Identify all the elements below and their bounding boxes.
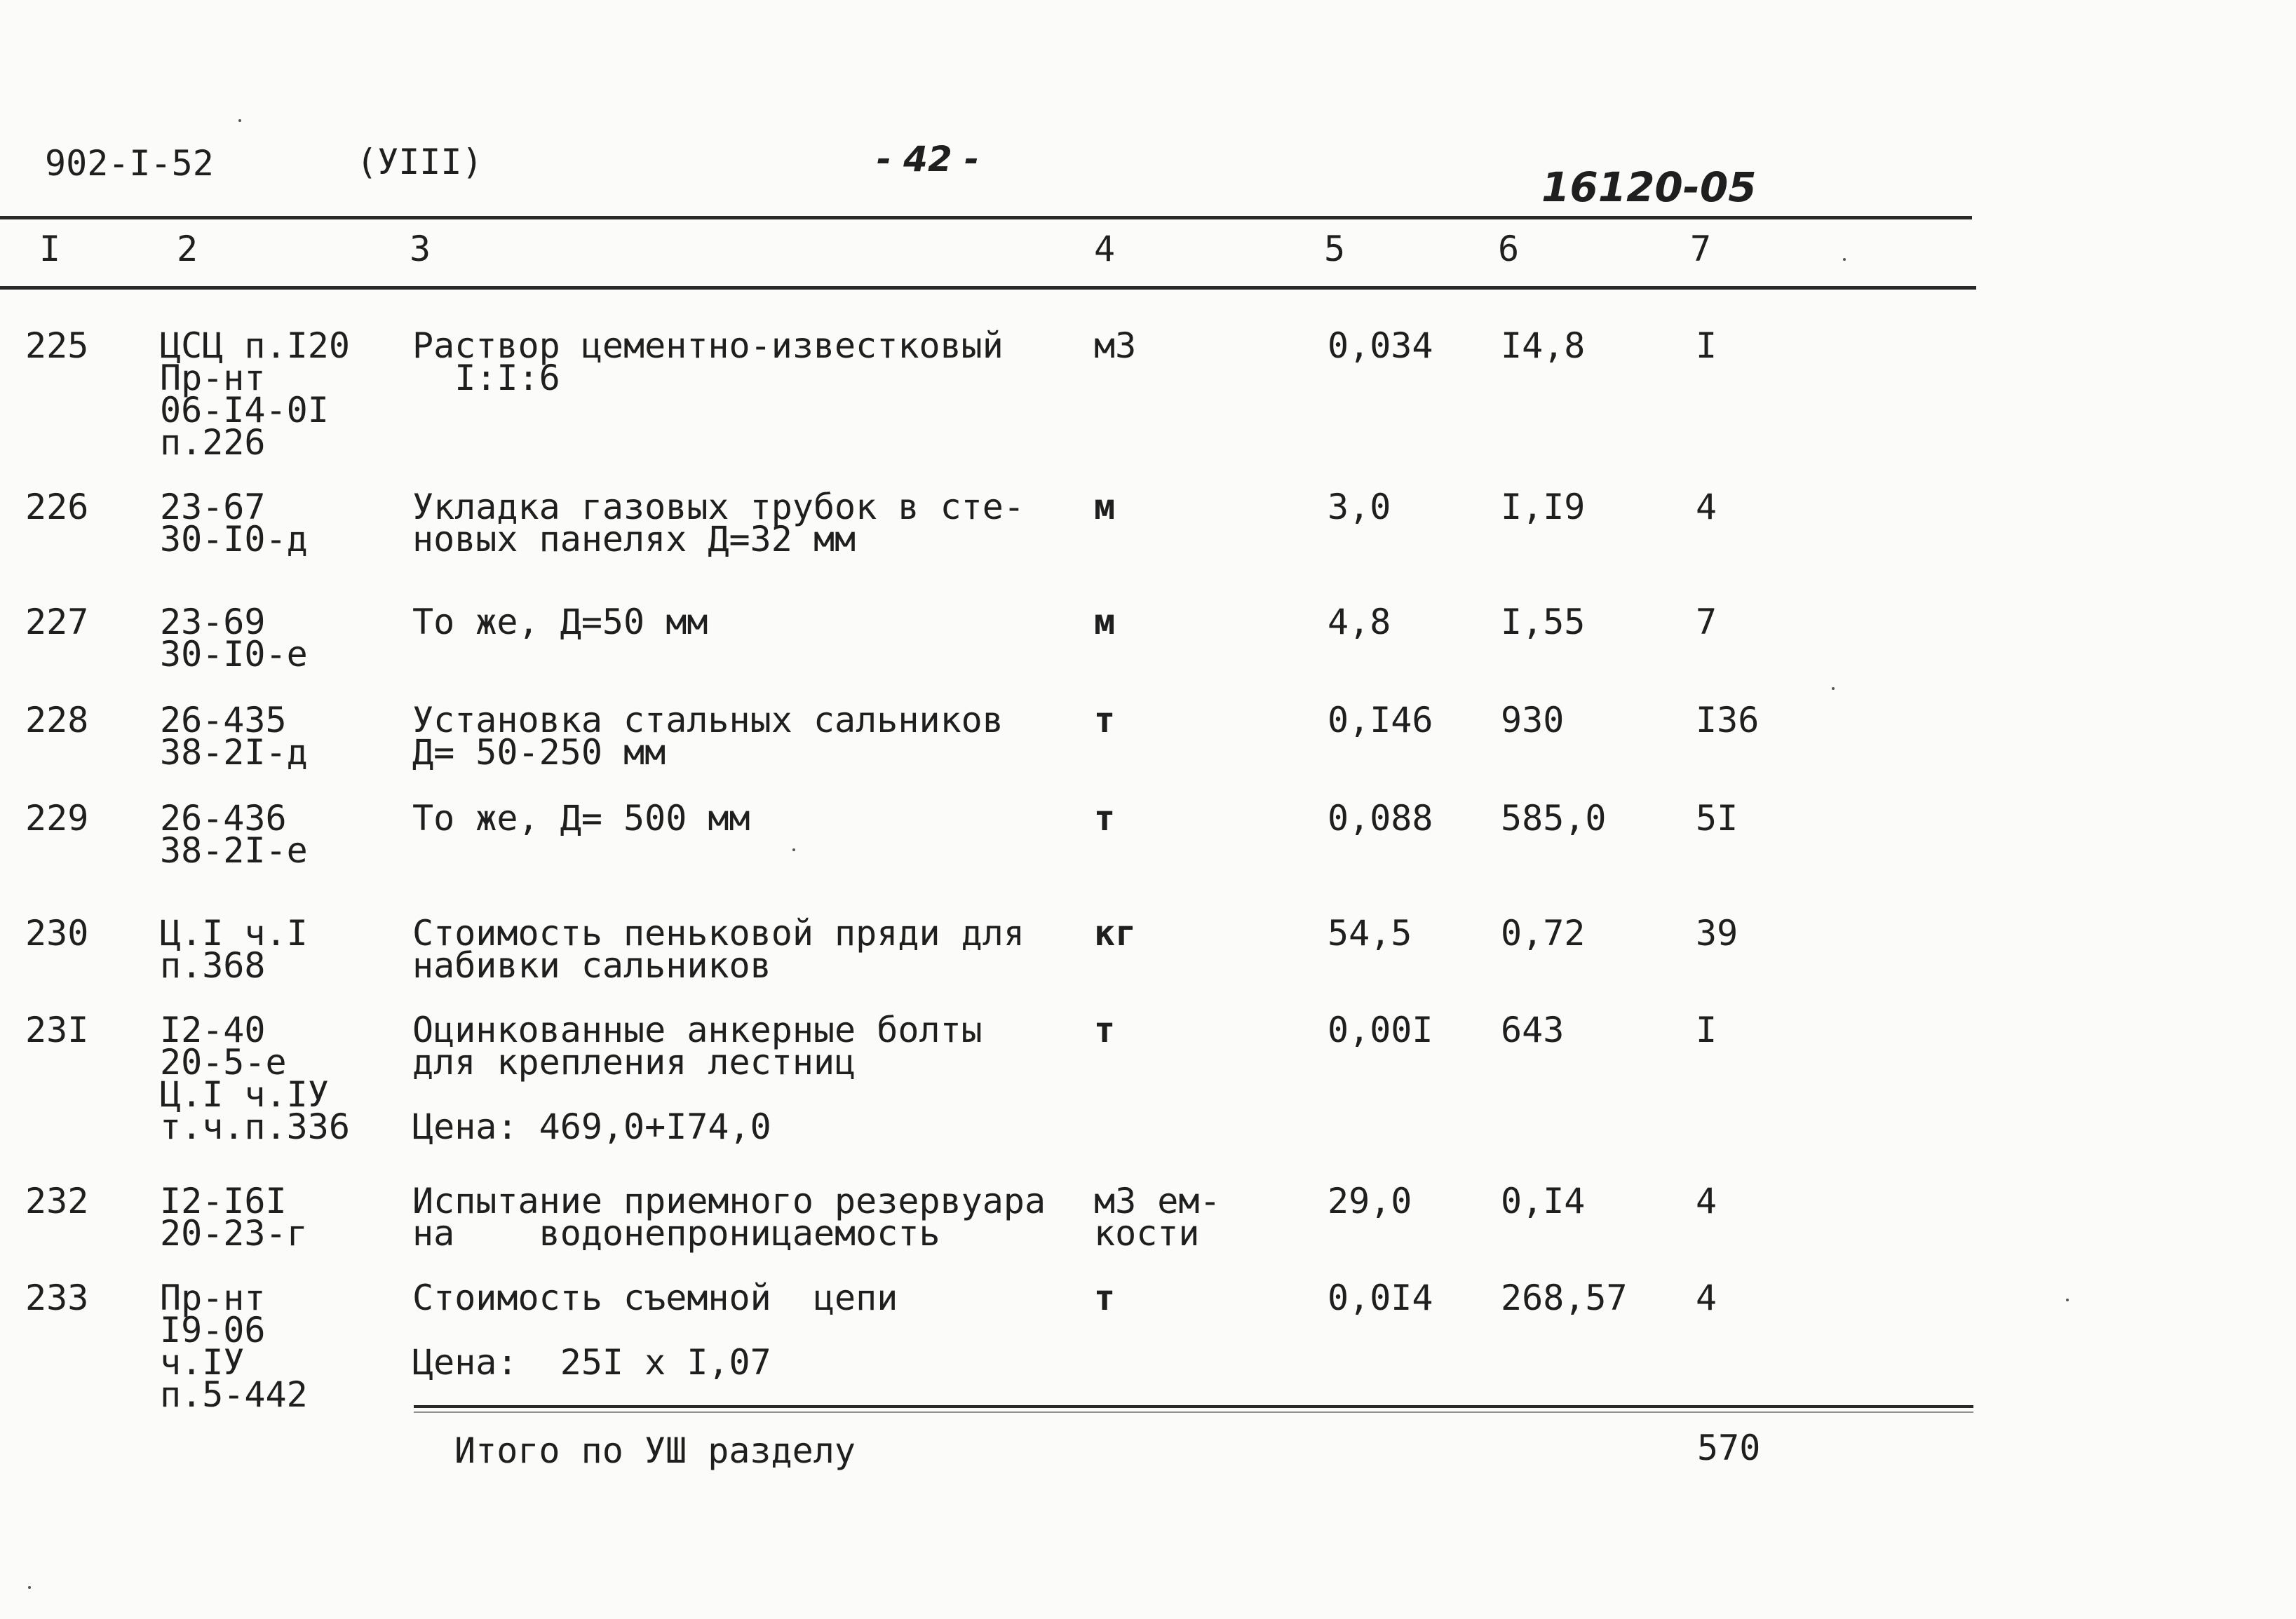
scan-speck	[238, 119, 241, 122]
scan-speck	[1843, 258, 1846, 261]
row-quantity: 0,I46	[1328, 700, 1433, 740]
row-description: То же, Д=50 мм	[412, 602, 708, 642]
row-number: 229	[25, 798, 89, 839]
row-number: 233	[25, 1278, 89, 1318]
row-number: 228	[25, 700, 89, 740]
row-reference: 23-67 30-I0-д	[160, 487, 308, 560]
row-unit: т	[1094, 1278, 1116, 1318]
row-reference: I2-I6I 20-23-г	[160, 1181, 308, 1254]
stamp-number: 16120-05	[1541, 163, 1757, 211]
row-description: Испытание приемного резервуара на водонепроницаемость	[412, 1181, 1046, 1254]
row-total-cost: 4	[1696, 487, 1717, 527]
row-description: Оцинкованные анкерные болты для крепления лестниц	[412, 1010, 982, 1083]
row-reference: ЦСЦ п.I20 Пр-нт 06-I4-0I п.226	[160, 325, 350, 463]
row-reference: Ц.I ч.I п.368	[160, 913, 308, 986]
row-unit: кг	[1094, 913, 1137, 954]
row-reference: 26-436 38-2I-е	[160, 798, 308, 871]
row-unit: т	[1094, 1010, 1116, 1050]
row-unit-price: I,55	[1501, 602, 1586, 642]
row-unit: т	[1094, 798, 1116, 839]
column-number-3: 3	[410, 229, 431, 269]
row-price-note: Цена: 25I x I,07	[412, 1342, 771, 1383]
row-unit-price: 0,72	[1501, 913, 1586, 954]
row-unit: м	[1094, 487, 1116, 527]
scan-speck	[792, 848, 795, 851]
row-quantity: 0,088	[1328, 798, 1433, 839]
column-number-5: 5	[1324, 229, 1346, 269]
row-quantity: 0,0I4	[1328, 1278, 1433, 1318]
document-code: 902-I-52	[45, 143, 214, 184]
scan-speck	[2066, 1299, 2069, 1301]
row-description: Установка стальных сальников Д= 50-250 мм	[412, 700, 1004, 773]
row-total-cost: I36	[1696, 700, 1760, 740]
row-total-cost: 39	[1696, 913, 1738, 954]
column-number-2: 2	[177, 229, 198, 269]
row-number: 23I	[25, 1010, 89, 1050]
row-reference: 23-69 30-I0-е	[160, 602, 308, 675]
row-price-note: Цена: 469,0+I74,0	[412, 1106, 771, 1147]
row-description: Раствор цементно-известковый I:I:6	[412, 325, 1004, 398]
row-unit-price: 0,I4	[1501, 1181, 1586, 1221]
row-total-cost: 5I	[1696, 798, 1738, 839]
row-unit-price: I,I9	[1501, 487, 1586, 527]
scan-speck	[1832, 687, 1835, 690]
row-unit-price: I4,8	[1501, 325, 1586, 366]
row-quantity: 0,034	[1328, 325, 1433, 366]
row-description: То же, Д= 500 мм	[412, 798, 750, 839]
total-rule	[414, 1405, 1973, 1408]
row-number: 227	[25, 602, 89, 642]
row-total-cost: I	[1696, 325, 1717, 366]
row-unit-price: 268,57	[1501, 1278, 1628, 1318]
header-top-rule	[0, 216, 1972, 219]
row-unit: м3 ем- кости	[1094, 1181, 1221, 1254]
total-rule-thin	[414, 1411, 1973, 1413]
section-total-label: Итого по УШ разделу	[454, 1430, 856, 1471]
row-unit: м3	[1094, 325, 1137, 366]
section-total-value: 570	[1697, 1428, 1761, 1468]
row-description: Укладка газовых трубок в сте- новых панелях Д=32 мм	[412, 487, 1025, 560]
row-quantity: 3,0	[1328, 487, 1391, 527]
row-total-cost: I	[1696, 1010, 1717, 1050]
column-number-7: 7	[1690, 229, 1712, 269]
scan-speck	[28, 1586, 31, 1589]
column-number-1: I	[39, 229, 61, 269]
row-reference: Пр-нт I9-06 ч.IУ п.5-442	[160, 1278, 308, 1415]
row-quantity: 54,5	[1328, 913, 1412, 954]
row-unit-price: 585,0	[1501, 798, 1607, 839]
row-number: 230	[25, 913, 89, 954]
row-unit-price: 643	[1501, 1010, 1565, 1050]
row-unit: м	[1094, 602, 1116, 642]
row-number: 225	[25, 325, 89, 366]
column-number-6: 6	[1498, 229, 1520, 269]
row-total-cost: 4	[1696, 1278, 1717, 1318]
row-quantity: 4,8	[1328, 602, 1391, 642]
section-label: (УIII)	[356, 142, 483, 182]
row-total-cost: 4	[1696, 1181, 1717, 1221]
column-number-4: 4	[1094, 229, 1116, 269]
row-quantity: 0,00I	[1328, 1010, 1433, 1050]
row-unit: т	[1094, 700, 1116, 740]
row-total-cost: 7	[1696, 602, 1717, 642]
row-number: 226	[25, 487, 89, 527]
row-number: 232	[25, 1181, 89, 1221]
page-number: - 42 -	[877, 139, 979, 179]
row-reference: 26-435 38-2I-д	[160, 700, 308, 773]
row-quantity: 29,0	[1328, 1181, 1412, 1221]
row-reference: I2-40 20-5-е Ц.I ч.IУ т.ч.п.336	[160, 1010, 350, 1147]
header-bottom-rule	[0, 286, 1976, 290]
row-description: Стоимость пеньковой пряди для набивки сальников	[412, 913, 1025, 986]
row-description: Стоимость съемной цепи	[412, 1278, 898, 1318]
row-unit-price: 930	[1501, 700, 1565, 740]
